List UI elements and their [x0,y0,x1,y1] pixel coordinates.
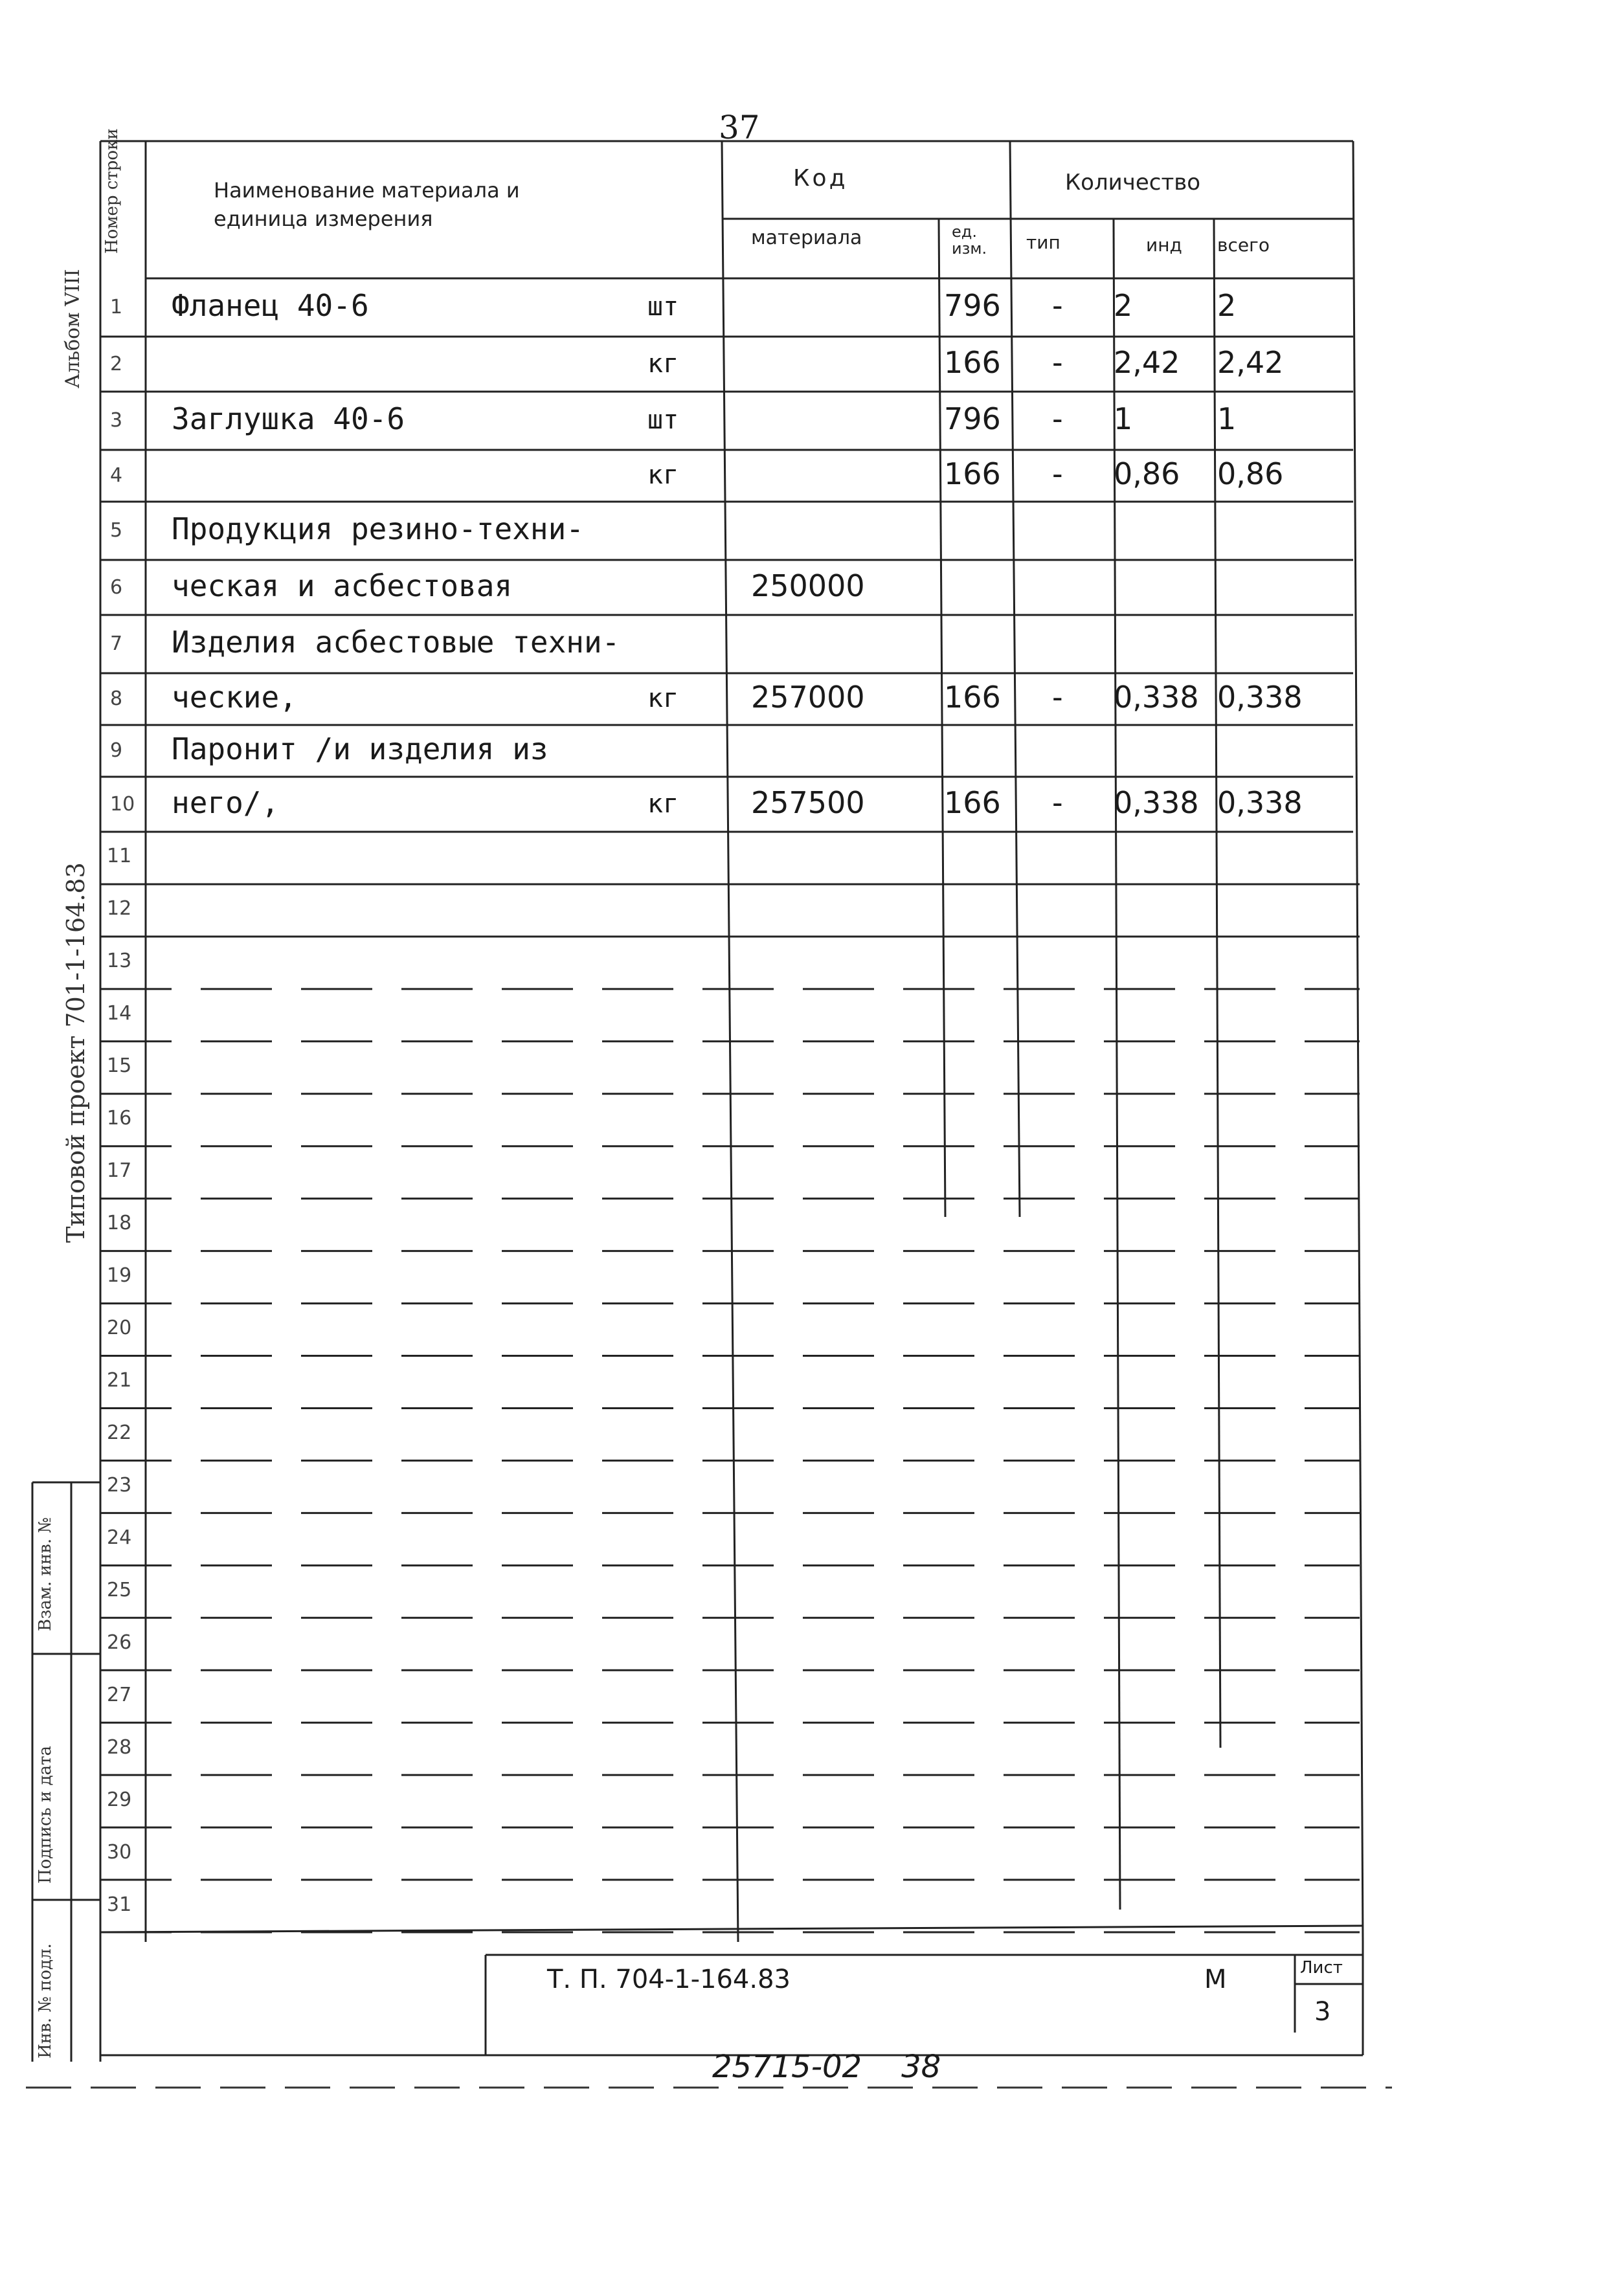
unit-code: 166 [944,456,1001,491]
qty-type: - [1052,680,1063,715]
material-name: Продукция резино-техни- [172,511,584,546]
header-qty-total: всего [1217,234,1270,256]
row-number: 9 [110,739,123,762]
unit-code: 166 [944,785,1001,820]
material-name: Заглушка 40-6 [172,401,405,436]
row-number: 17 [107,1159,132,1183]
material-name: ческие, [172,680,297,715]
row-number: 2 [110,352,123,375]
header-qty-ind: инд [1146,234,1182,256]
row-number: 26 [107,1631,132,1654]
unit-code: 796 [944,288,1001,323]
qty-type: - [1052,456,1063,491]
qty-total: 0,86 [1217,456,1284,491]
header-row-no: Номер строки [102,128,122,254]
row-number: 10 [110,792,135,816]
row-number: 4 [110,464,123,487]
qty-total: 1 [1217,401,1237,436]
stamp-section: М [1204,1965,1227,1994]
unit-code: 796 [944,401,1001,436]
qty-ind: 1 [1114,401,1133,436]
row-number: 27 [107,1683,132,1706]
material-code: 257500 [751,785,865,820]
row-number: 13 [107,950,132,973]
row-number: 14 [107,1002,132,1025]
header-qty-type: тип [1026,232,1060,253]
qty-ind: 0,86 [1114,456,1180,491]
row-number: 19 [107,1264,132,1287]
row-number: 21 [107,1369,132,1392]
material-code: 257000 [751,680,865,715]
row-number: 18 [107,1212,132,1235]
project-label: Типовой проект 701-1-164.83 [62,862,90,1243]
unit-name: кг [647,348,679,379]
qty-total: 2 [1217,288,1237,323]
row-number: 16 [107,1107,132,1130]
qty-ind: 2,42 [1114,344,1180,380]
header-code: Код [793,165,848,192]
unit-code: 166 [944,344,1001,380]
header-name: Наименование материала и единица измерения [214,178,520,231]
row-number: 5 [110,519,123,542]
qty-type: - [1052,785,1063,820]
row-number: 1 [110,296,123,318]
unit-name: кг [647,460,679,490]
material-name: Паронит /и изделия из [172,731,548,766]
material-name: Изделия асбестовые техни- [172,625,620,660]
stamp-sheet-number: 3 [1314,1997,1331,2027]
qty-type: - [1052,401,1063,436]
qty-type: - [1052,344,1063,380]
qty-ind: 2 [1114,288,1133,323]
material-name: ческая и асбестовая [172,568,513,603]
inv-label: Взам. инв. № [36,1517,55,1631]
unit-name: кг [647,684,679,713]
unit-name: шт [647,405,679,435]
unit-name: кг [647,788,679,819]
qty-total: 0,338 [1217,785,1303,820]
inv-podl-label: Инв. № подл. [36,1943,55,2058]
row-number: 25 [107,1578,132,1601]
row-number: 11 [107,845,132,868]
album-label: Альбом VIII [62,269,84,388]
page-number: 37 [719,109,760,146]
row-number: 6 [110,575,123,599]
unit-name: шт [647,292,679,322]
row-number: 22 [107,1421,132,1444]
row-number: 3 [110,409,123,432]
qty-ind: 0,338 [1114,785,1199,820]
stamp-doc-code: Т. П. 704-1-164.83 [547,1965,791,1994]
row-number: 20 [107,1317,132,1340]
header-qty: Количество [1065,170,1201,195]
qty-total: 0,338 [1217,680,1303,715]
row-number: 24 [107,1526,132,1549]
row-number: 23 [107,1473,132,1497]
row-number: 28 [107,1735,132,1759]
row-number: 30 [107,1840,132,1864]
row-number: 7 [110,632,123,655]
material-code: 250000 [751,568,865,603]
stamp-sheet-label: Лист [1300,1958,1343,1978]
bottom-code: 25715-02 38 [712,2049,941,2085]
row-number: 29 [107,1788,132,1811]
qty-ind: 0,338 [1114,680,1199,715]
sign-label: Подпись и дата [36,1746,55,1884]
row-number: 12 [107,897,132,920]
material-name: Фланец 40-6 [172,288,369,323]
qty-type: - [1052,288,1063,323]
row-number: 8 [110,687,123,710]
header-code-material: материала [751,227,862,249]
row-number: 15 [107,1054,132,1078]
row-number: 31 [107,1893,132,1916]
header-code-unit: ед. изм. [952,223,987,258]
qty-total: 2,42 [1217,344,1284,380]
material-name: него/, [172,785,280,820]
unit-code: 166 [944,680,1001,715]
